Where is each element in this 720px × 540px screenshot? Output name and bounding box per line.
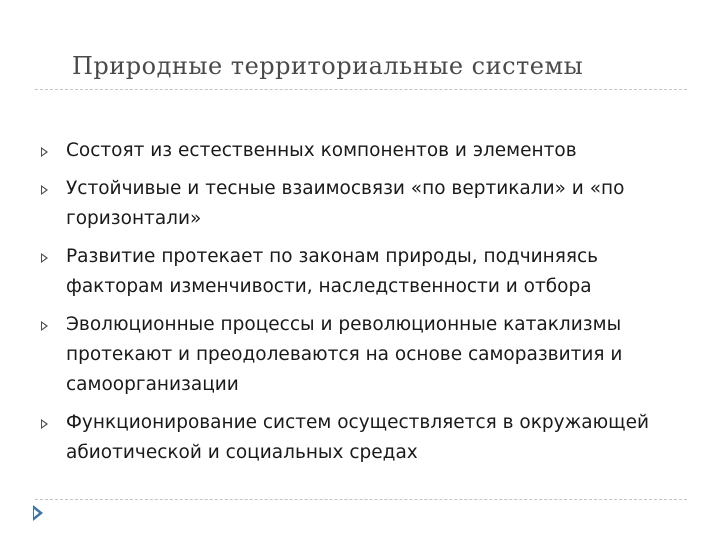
slide-title: Природные территориальные системы xyxy=(72,52,584,80)
bullet-text: Функционирование систем осуществляется в окружающей абиотической и социальных средах xyxy=(66,412,650,463)
triangle-arrow-icon xyxy=(41,321,48,331)
footer-divider xyxy=(35,499,687,500)
navigation-arrow-icon[interactable] xyxy=(33,505,43,521)
title-divider xyxy=(35,89,687,90)
list-item xyxy=(40,242,680,302)
triangle-arrow-icon xyxy=(41,147,48,157)
triangle-arrow-icon xyxy=(41,253,48,263)
triangle-arrow-icon xyxy=(41,185,48,195)
bullet-text: Развитие протекает по законам природы, подчиняясь факторам изменчивости, наследственности и отбора xyxy=(66,246,599,297)
list-item xyxy=(40,310,680,400)
bullet-list xyxy=(40,136,680,476)
list-item xyxy=(40,136,680,166)
bullet-text: Состоят из естественных компонентов и элементов xyxy=(66,140,577,161)
bullet-text: Эволюционные процессы и революционные катаклизмы протекают и преодолеваются на основе саморазвития и самоорганизации xyxy=(66,314,623,395)
triangle-arrow-icon xyxy=(41,419,48,429)
list-item xyxy=(40,408,680,468)
bullet-text: Устойчивые и тесные взаимосвязи «по вертикали» и «по горизонтали» xyxy=(66,178,625,229)
list-item xyxy=(40,174,680,234)
